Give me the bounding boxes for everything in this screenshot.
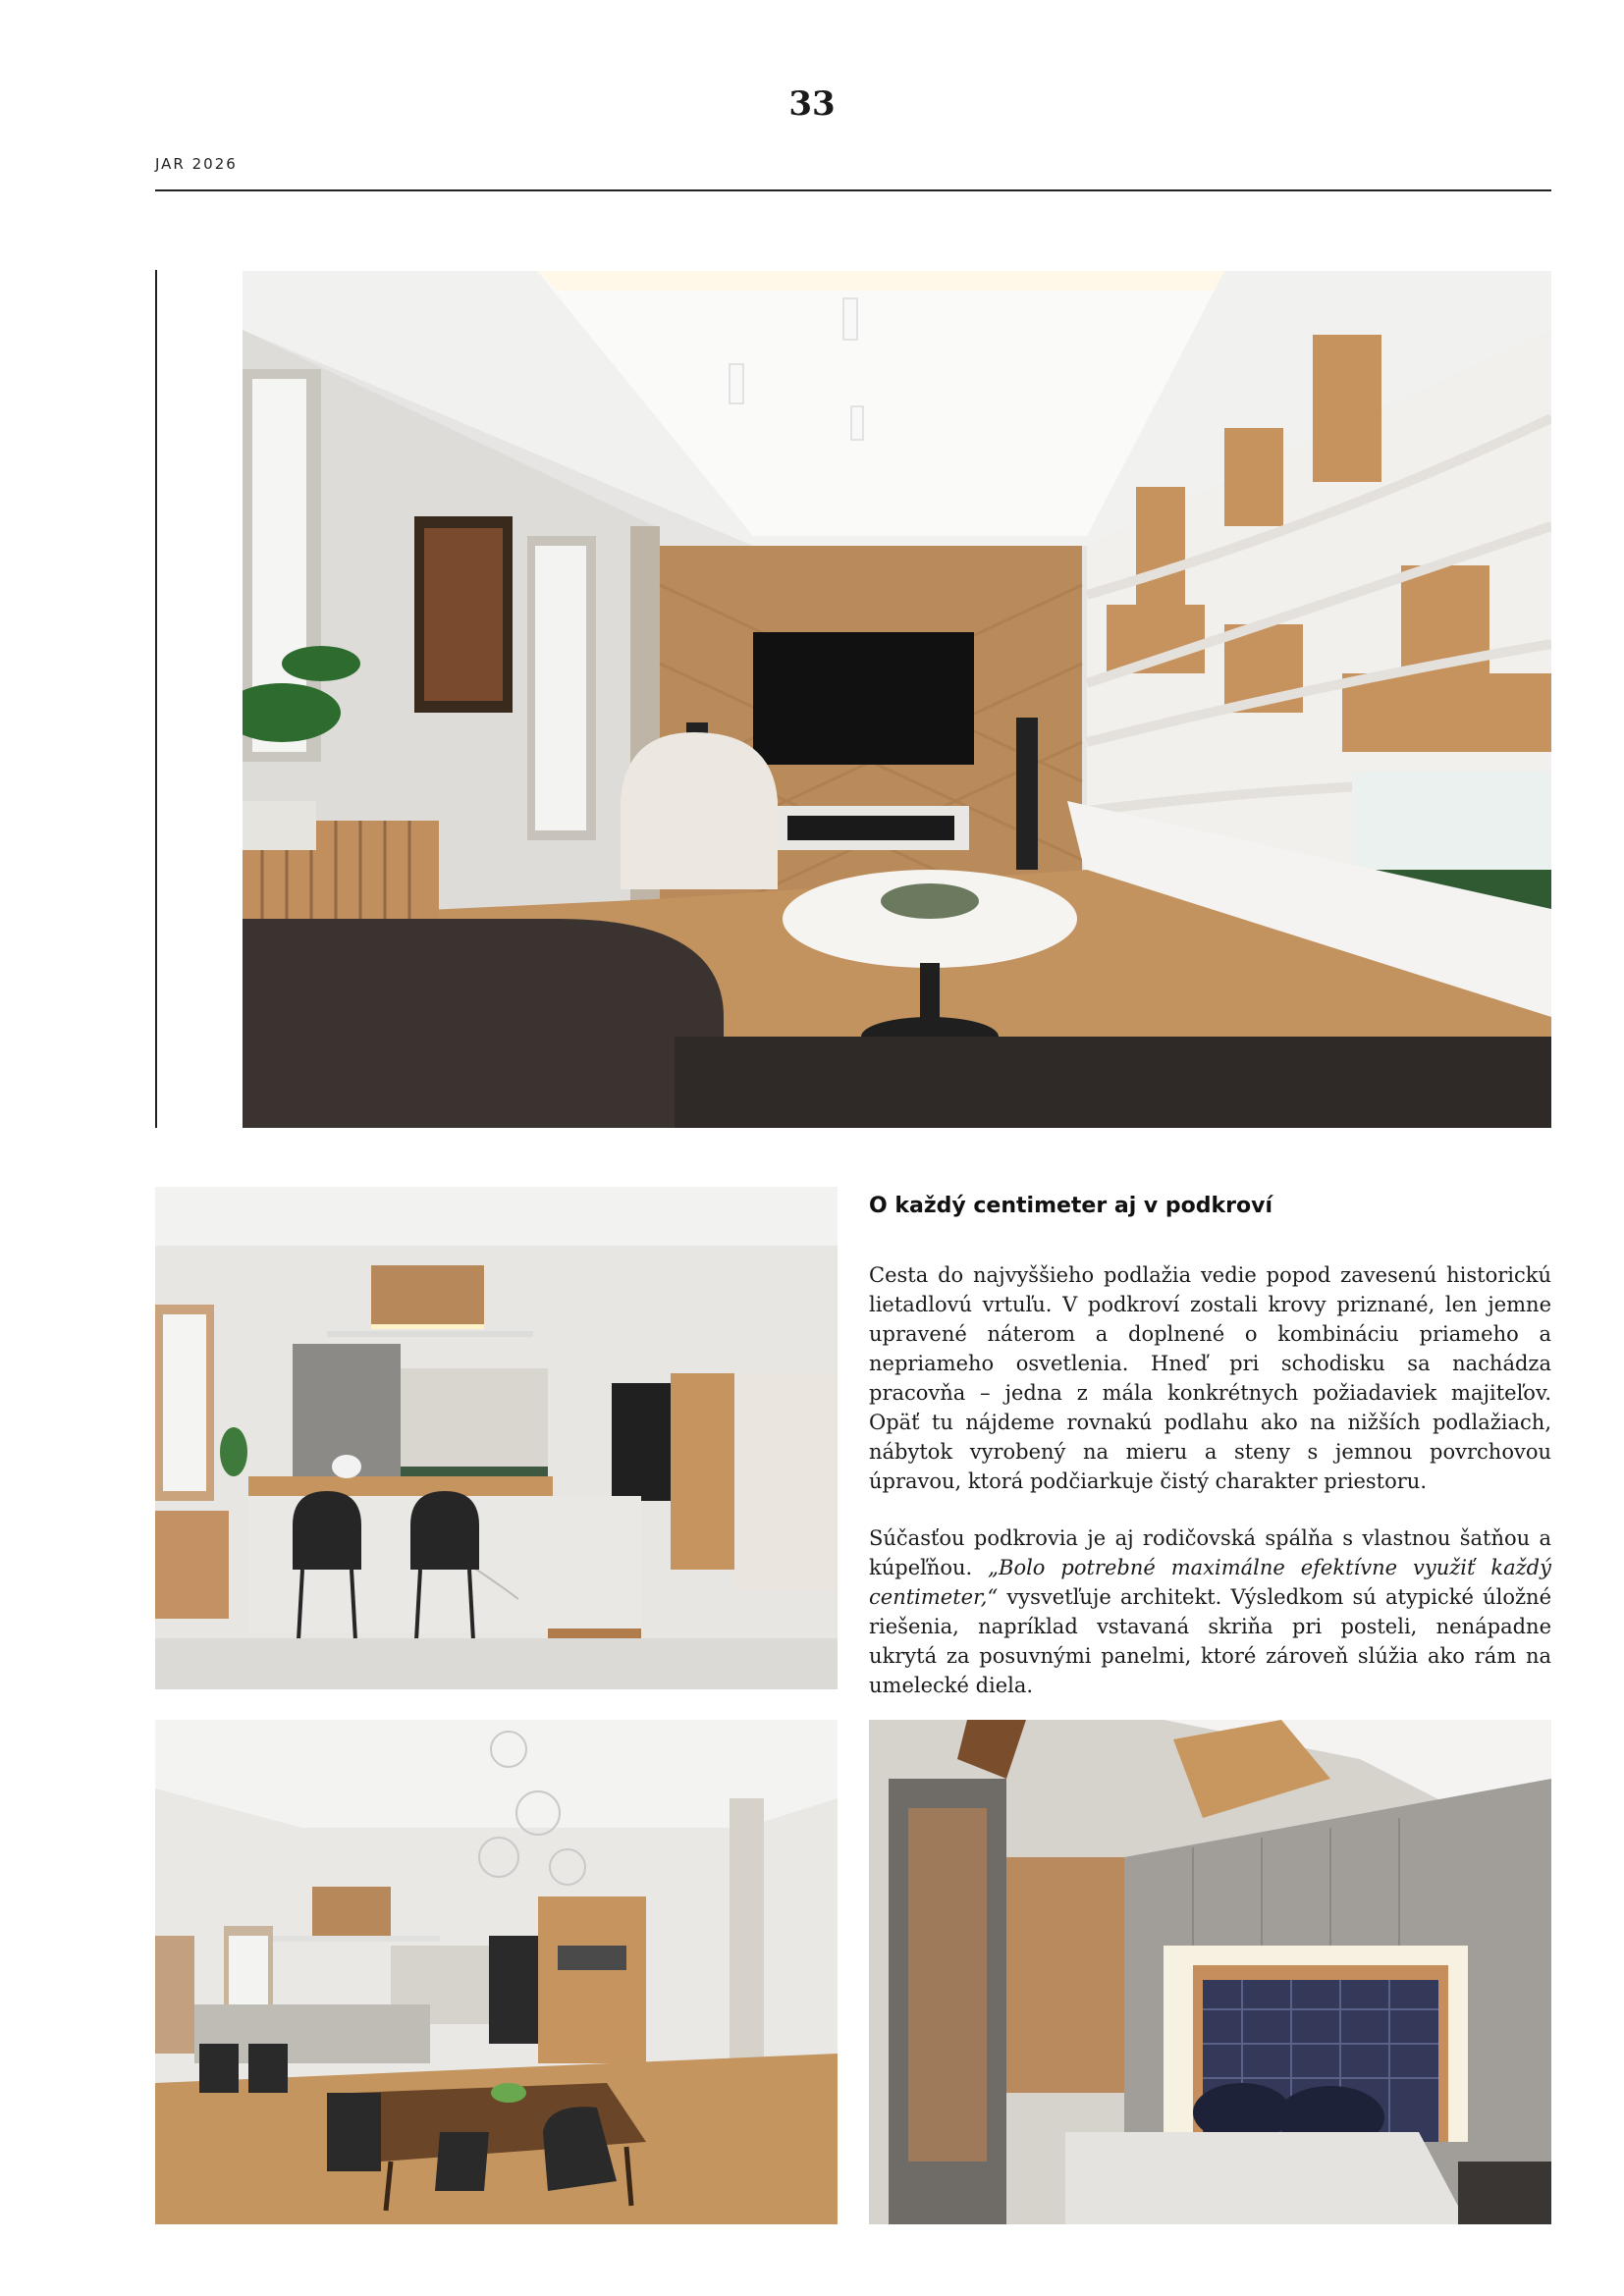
dining-room-photo: [155, 1720, 838, 2224]
paragraph-2-start: Súčasťou podkrovia je aj rodičovská spálňa s vlastnou šatňou a kúpeľňou.: [869, 1526, 1551, 1579]
architect-quote: „Bolo potrebné maximálne efektívne využiť každý centimeter,“: [869, 1556, 1551, 1609]
page-number: 33: [788, 84, 836, 124]
article-paragraph-2: [869, 1523, 1551, 1700]
bedroom-photo: [869, 1720, 1551, 2224]
kitchen-photo: [155, 1187, 838, 1689]
article-text: [869, 1192, 1551, 1728]
paragraph-2-end: vysvetľuje architekt. Výsledkom sú atypické úložné riešenia, napríklad vstavaná skriňa pri posteli, nenápadne ukrytá za posuvnými panelmi, ktoré zároveň slúžia ako rám na umelecké diela.: [869, 1585, 1551, 1697]
issue-label: JAR 2026: [155, 155, 238, 173]
side-divider: [155, 270, 157, 1128]
header-divider: [155, 189, 1551, 191]
article-heading: O každý centimeter aj v podkroví: [869, 1194, 1272, 1218]
living-room-photo: [243, 271, 1551, 1128]
article-paragraph-1: Cesta do najvyššieho podlažia vedie popod zavesenú historickú lietadlovú vrtuľu. V podkroví zostali krovy priznané, len jemne upravené náterom a doplnené o kombináciu priameho a nepriameho osvetlenia. Hneď pri schodisku sa nachádza pracovňa – jedna z mála konkrétnych požiadaviek majiteľov. Opäť tu nájdeme rovnakú podlahu ako na nižších podlažiach, nábytok vyrobený na mieru a steny s jemnou povrchovou úpravou, ktorá podčiarkuje čistý charakter priestoru.: [869, 1263, 1551, 1493]
